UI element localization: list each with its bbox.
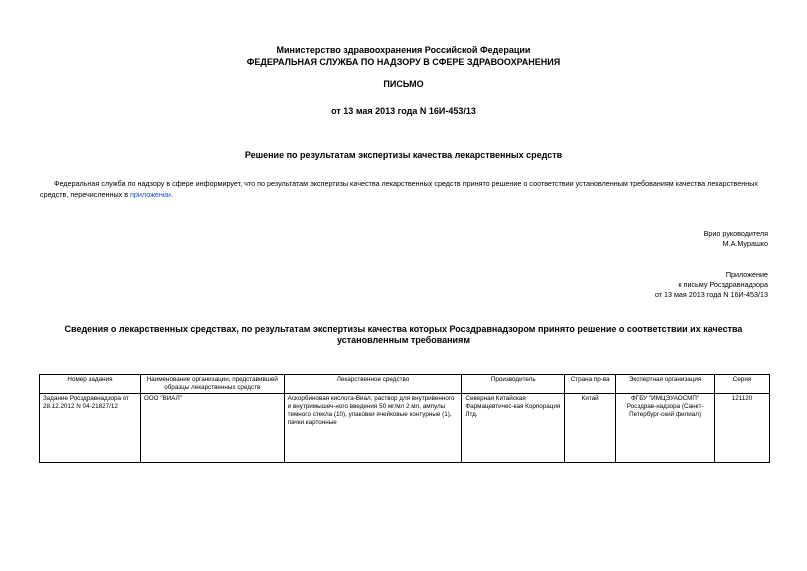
table-header-row bbox=[40, 375, 770, 394]
appendix-to-letter: к письму Росздравнадзора bbox=[678, 280, 768, 289]
cell-expert-org: ФГБУ "ИМЦЭУАОСМП" Росздрав-надзора (Санкт-Петербург-ский филиал) bbox=[616, 394, 715, 463]
appendix-title: Сведения о лекарственных средствах, по результатам экспертизы качества которых Росздравнадзором принято решение о соответствии их качества установленным требованиям bbox=[64, 324, 743, 345]
cell-drug: Аскорбиновая кислота-Виал, раствор для внутривенного и внутримышеч-ного введения 50 мг/мл 2 мл, ампулы темного стекла (10), упаковки ячейковые контурные (1), пачки картонные bbox=[284, 394, 462, 463]
appendix-date-number: от 13 мая 2013 года N 16И-453/13 bbox=[654, 290, 768, 299]
cell-country: Китай bbox=[565, 394, 616, 463]
body-text-end: . bbox=[170, 190, 173, 199]
body-paragraph bbox=[40, 178, 770, 200]
signature-position: Врио руководителя bbox=[703, 229, 768, 238]
table-row bbox=[40, 394, 770, 463]
column-header: Серия bbox=[715, 375, 770, 394]
signature-name: М.А.Мурашко bbox=[722, 239, 768, 248]
drugs-table bbox=[39, 374, 770, 463]
cell-manufacturer: Северная Китайская Фармацевтичес-кая Корпорация Лтд. bbox=[462, 394, 565, 463]
appendix-label: Приложение bbox=[725, 270, 768, 279]
appendix-link[interactable]: приложении bbox=[130, 190, 171, 199]
body-text: Федеральная служба по надзору в сфере информирует, что по результатам экспертизы качества лекарственных средств принято решение о соответствии установленным требованиям качества лекарственных средств, перечисленных в bbox=[40, 179, 758, 199]
column-header: Страна пр-ва bbox=[565, 375, 616, 394]
ministry-name: Министерство здравоохранения Российской Федерации bbox=[276, 45, 531, 55]
column-header: Производитель bbox=[462, 375, 565, 394]
service-name: ФЕДЕРАЛЬНАЯ СЛУЖБА ПО НАДЗОРУ В СФЕРЕ ЗДРАВООХРАНЕНИЯ bbox=[246, 57, 561, 67]
cell-series: 121120 bbox=[715, 394, 770, 463]
column-header: Экспертная организация bbox=[616, 375, 715, 394]
column-header: Лекарственное средство bbox=[284, 375, 462, 394]
document-subject: Решение по результатам экспертизы качества лекарственных средств bbox=[244, 150, 563, 160]
column-header: Номер задания bbox=[40, 375, 141, 394]
column-header: Наименование организации, представившей образцы лекарственных средств bbox=[140, 375, 284, 394]
cell-organization: ООО "ВИАЛ" bbox=[140, 394, 284, 463]
cell-task-number: Задание Росздравнадзора от 28.12.2012 N 04-21827/12 bbox=[40, 394, 141, 463]
document-type: ПИСЬМО bbox=[383, 79, 424, 89]
document-date-number: от 13 мая 2013 года N 16И-453/13 bbox=[331, 106, 476, 116]
